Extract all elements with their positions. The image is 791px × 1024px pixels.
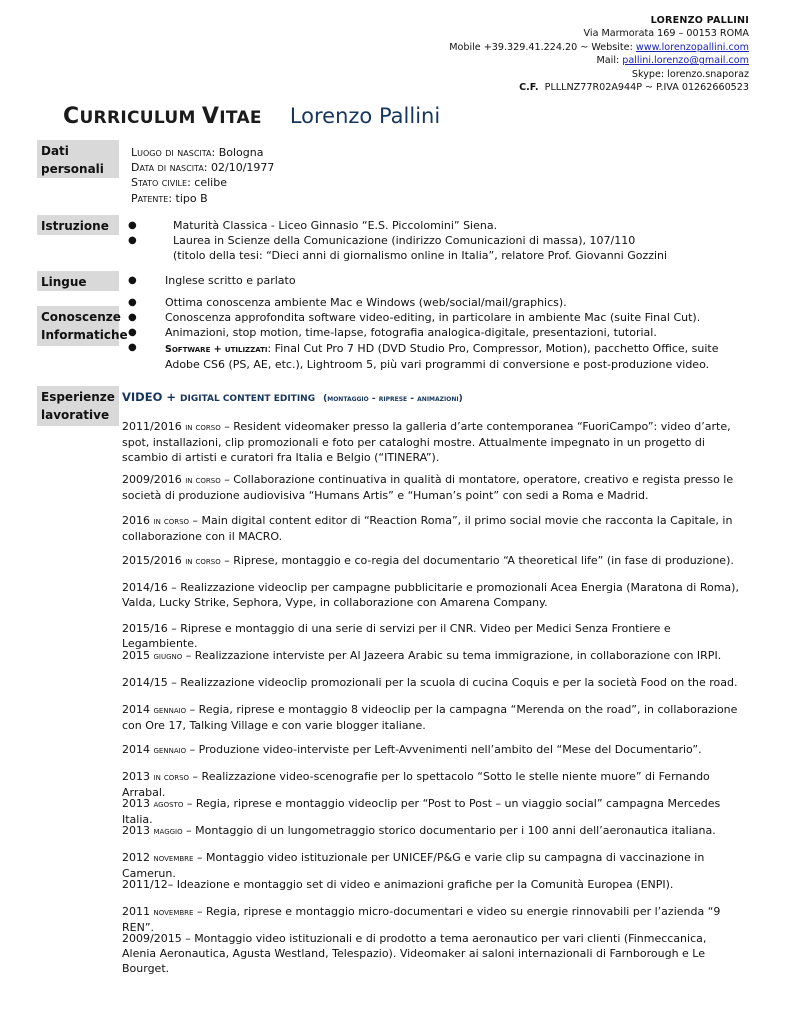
header-mail-line: [449, 54, 749, 67]
header-mobile: Mobile +39.329.41.224.20 ~ Website:: [449, 41, 636, 53]
entry-date-note: novembre: [153, 853, 194, 864]
experience-entry: [122, 473, 742, 504]
page-title: [63, 104, 440, 132]
language-item: Inglese scritto e parlato: [165, 274, 296, 287]
experience-entry: [122, 554, 742, 570]
entry-date: 2015/2016: [122, 554, 182, 567]
experience-entry: [122, 770, 742, 801]
entry-date-note: in corso: [153, 772, 190, 783]
cv-heading: CURRICULUM VITAE: [63, 104, 262, 129]
label-education: Istruzione: [37, 215, 119, 235]
education-item: Laurea in Scienze della Comunicazione (indirizzo Comunicazioni di massa), 107/110: [173, 234, 636, 248]
entry-link[interactable]: Amarena Company: [440, 595, 545, 609]
personal-civil-status: Stato civile: celibe: [131, 176, 227, 190]
computer-skills-list: [165, 295, 719, 372]
entry-date-note: in corso: [185, 422, 221, 433]
experience-entry: [122, 851, 742, 882]
entry-text: – Realizzazione videoclip per campagne pubblicitarie e promozionali Acea Energia (Maratona di Roma), Valda, Lucky Strike, Sephora, Vype, in collaborazione con: [122, 581, 739, 609]
entry-text: – Realizzazione video-scenografie per lo spettacolo “Sotto le stelle niente muore” di Fernando Arrabal.: [122, 770, 710, 799]
entry-date: 2013: [122, 797, 150, 810]
website-link[interactable]: www.lorenzopallini.com: [635, 41, 749, 53]
label-computer-skills: Conoscenze Informatiche: [37, 306, 119, 346]
entry-date: 2013: [122, 824, 150, 837]
experience-entry: [122, 420, 742, 465]
entry-date: 2015: [122, 649, 150, 662]
entry-date-note: giugno: [153, 651, 183, 662]
education-item: (titolo della tesi: “Dieci anni di giornalismo online in Italia”, relatore Prof. Giovanni Gozzini: [173, 249, 668, 263]
mail-link[interactable]: pallini.lorenzo@gmail.com: [622, 55, 749, 67]
entry-text: – Riprese e montaggio di una serie di servizi per il CNR. Video per Medici Senza Frontiere e Legambiente.: [122, 622, 671, 650]
entry-text: ”, il primo social movie che racconta la Capitale, in collaborazione con il MACRO.: [122, 514, 733, 543]
entry-text: e per la società: [548, 676, 641, 689]
bullet-icon: ●: [128, 275, 137, 286]
entry-link[interactable]: FuoriCampo: [582, 420, 648, 433]
contact-header: [449, 14, 749, 94]
experience-section-title: VIDEO + DIGITAL CONTENT EDITING (montaggio - riprese - animazioni): [122, 390, 463, 404]
entry-text: – Ideazione e montaggio set di video e animazioni grafiche per la Comunità Europea (ENPI).: [167, 878, 674, 891]
entry-text: – Realizzazione interviste per Al Jazeera Arabic su tema immigrazione, in collaborazione con: [182, 649, 697, 662]
entry-text: .: [717, 649, 722, 662]
label-languages: Lingue: [37, 271, 119, 291]
experience-entry: [122, 824, 742, 840]
bullet-icon: ●: [128, 235, 137, 246]
personal-license: Patente: tipo B: [131, 191, 208, 205]
experience-entry: [122, 649, 742, 665]
entry-text: – Produzione video-interviste per Left-Avvenimenti nell’ambito del “Mese del Documentario”.: [186, 743, 702, 756]
entry-date: 2014: [122, 703, 150, 716]
entry-date: 2009/2015: [122, 932, 182, 945]
education-list: [173, 218, 667, 264]
entry-date-note: in corso: [185, 475, 221, 486]
entry-text: – Collaborazione continuativa in qualità di montatore, operatore, creativo e regista presso le società di produzione audiovisiva “Humans Artis” e “: [122, 473, 734, 502]
computer-skill-item: Conoscenza approfondita software video-editing, in particolare in ambiente Mac (suite Final Cut).: [165, 311, 701, 325]
education-item: Maturità Classica - Liceo Ginnasio “E.S. Piccolomini” Siena.: [173, 219, 498, 232]
entry-text: – Montaggio video istituzionale per UNICEF/P&G e varie clip su campagna di vaccinazione in Camerun.: [122, 851, 705, 880]
entry-date-note: agosto: [153, 799, 184, 810]
entry-link[interactable]: Reaction Roma: [369, 514, 452, 527]
entry-link[interactable]: Coquis: [511, 676, 549, 689]
entry-date: 2014/16: [122, 581, 168, 594]
entry-date-note: in corso: [153, 516, 190, 527]
entry-text: – Montaggio video istituzionali e di prodotto a tema aeronautico per vari clienti (Finmeccanica, Alenia Aeronautica, Agusta Westland, Telespazio). Videomaker ai saloni internazionali di Farnborough e Le Bourget.: [122, 932, 707, 975]
bullet-icon: ●: [128, 342, 137, 353]
bullet-icon: ●: [128, 297, 137, 308]
entry-date: 2016: [122, 514, 150, 527]
header-cf-line: [449, 81, 749, 94]
entry-text: e con varie blogger italiane.: [267, 718, 426, 732]
entry-text: .: [544, 595, 548, 609]
label-personal-data: Dati personali: [37, 140, 119, 178]
experience-entry: [122, 905, 742, 936]
entry-link[interactable]: IRPI: [696, 649, 718, 662]
entry-date-note: maggio: [153, 826, 183, 837]
entry-date: 2009/2016: [122, 473, 182, 486]
computer-skill-item: Animazioni, stop motion, time-lapse, fotografia analogica-digitale, presentazioni, tutorial.: [165, 326, 657, 340]
label-experience: Esperienze lavorative: [37, 386, 119, 426]
bullet-icon: ●: [128, 220, 137, 231]
experience-entry: [122, 514, 742, 545]
software-item-cont: Adobe CS6 (PS, AE, etc.), Lightroom 5, più vari programmi di conversione e post-produzione video.: [165, 357, 710, 371]
header-contact-line: [449, 41, 749, 54]
entry-text: – Regia, riprese e montaggio 8 videoclip per la campagna “Merenda on the road”, in collaborazione con Ore 17,: [122, 703, 738, 732]
entry-date: 2011/2016: [122, 420, 182, 433]
experience-entry: [122, 581, 742, 611]
software-item: Software + utilizzati: Final Cut Pro 7 HD (DVD Studio Pro, Compressor, Motion), pacchetto Office, suite: [165, 341, 719, 355]
entry-text: – Main digital content editor di “: [189, 514, 370, 527]
experience-entry: [122, 743, 742, 759]
entry-text: – Resident videomaker presso la galleria d’arte contemporanea “: [220, 420, 583, 433]
entry-date-note: novembre: [153, 907, 194, 918]
experience-entry: [122, 676, 742, 691]
entry-date: 2014/15: [122, 676, 168, 689]
entry-date-note: in corso: [185, 556, 221, 567]
experience-entry: [122, 622, 742, 652]
header-name: LORENZO PALLINI: [650, 15, 749, 26]
personal-birthplace: Luogo di nascita: Bologna: [131, 146, 264, 159]
entry-date: 2011: [122, 905, 150, 918]
entry-link[interactable]: Human’s point: [412, 488, 494, 502]
computer-skill-item: Ottima conoscenza ambiente Mac e Windows (web/social/mail/graphics).: [165, 296, 567, 309]
entry-text: – Riprese, montaggio e co-regia del documentario “A theoretical life” (in fase di produzione).: [220, 554, 734, 567]
entry-text: ” con sedi a Roma e Madrid.: [493, 488, 649, 502]
entry-link[interactable]: Talking Village: [189, 718, 268, 732]
entry-text: ”: video d’arte, spot, installazioni, clip promozionali e foto per cataloghi mostre. Attualmente impegnato in un progetto di scambio di artisti e curatori fra Italia e Belgio (“ITINERA”).: [122, 420, 731, 464]
entry-link[interactable]: Food on the road: [640, 676, 734, 689]
personal-birthdate: Data di nascita: 02/10/1977: [131, 161, 275, 175]
cf-label: C.F.: [519, 82, 539, 94]
entry-date-note: gennaio: [153, 745, 187, 756]
experience-entry: [122, 932, 742, 976]
entry-text: – Regia, riprese e montaggio videoclip per “Post to Post – un viaggio social” campagna Mercedes Italia.: [122, 797, 721, 826]
experience-entry: [122, 703, 742, 734]
entry-text: – Montaggio di un lungometraggio storico documentario per i 100 anni dell’aeronautica italiana.: [182, 824, 716, 837]
experience-entry: [122, 797, 742, 828]
header-skype: Skype: lorenzo.snaporaz: [631, 68, 749, 80]
entry-text: – Regia, riprese e montaggio micro-documentari e video su energie rinnovabili per l’azienda “9 REN”.: [122, 905, 721, 934]
experience-entry: [122, 878, 742, 893]
entry-date-note: gennaio: [153, 705, 187, 716]
entry-text: .: [734, 676, 738, 689]
entry-text: – Realizzazione videoclip promozionali per la scuola di cucina: [167, 676, 512, 689]
entry-date: 2013: [122, 770, 150, 783]
bullet-icon: ●: [128, 327, 137, 338]
entry-date: 2011/12: [122, 878, 168, 891]
bullet-icon: ●: [128, 312, 137, 323]
entry-date: 2012: [122, 851, 150, 864]
entry-date: 2015/16: [122, 622, 168, 635]
header-address: Via Marmorata 169 – 00153 ROMA: [583, 28, 749, 40]
person-name: Lorenzo Pallini: [289, 104, 441, 128]
mail-label: Mail:: [596, 55, 623, 67]
cf-value: PLLLNZ77R02A944P ~ P.IVA 01262660523: [544, 82, 749, 94]
entry-date: 2014: [122, 743, 150, 756]
personal-data-list: [131, 145, 274, 206]
